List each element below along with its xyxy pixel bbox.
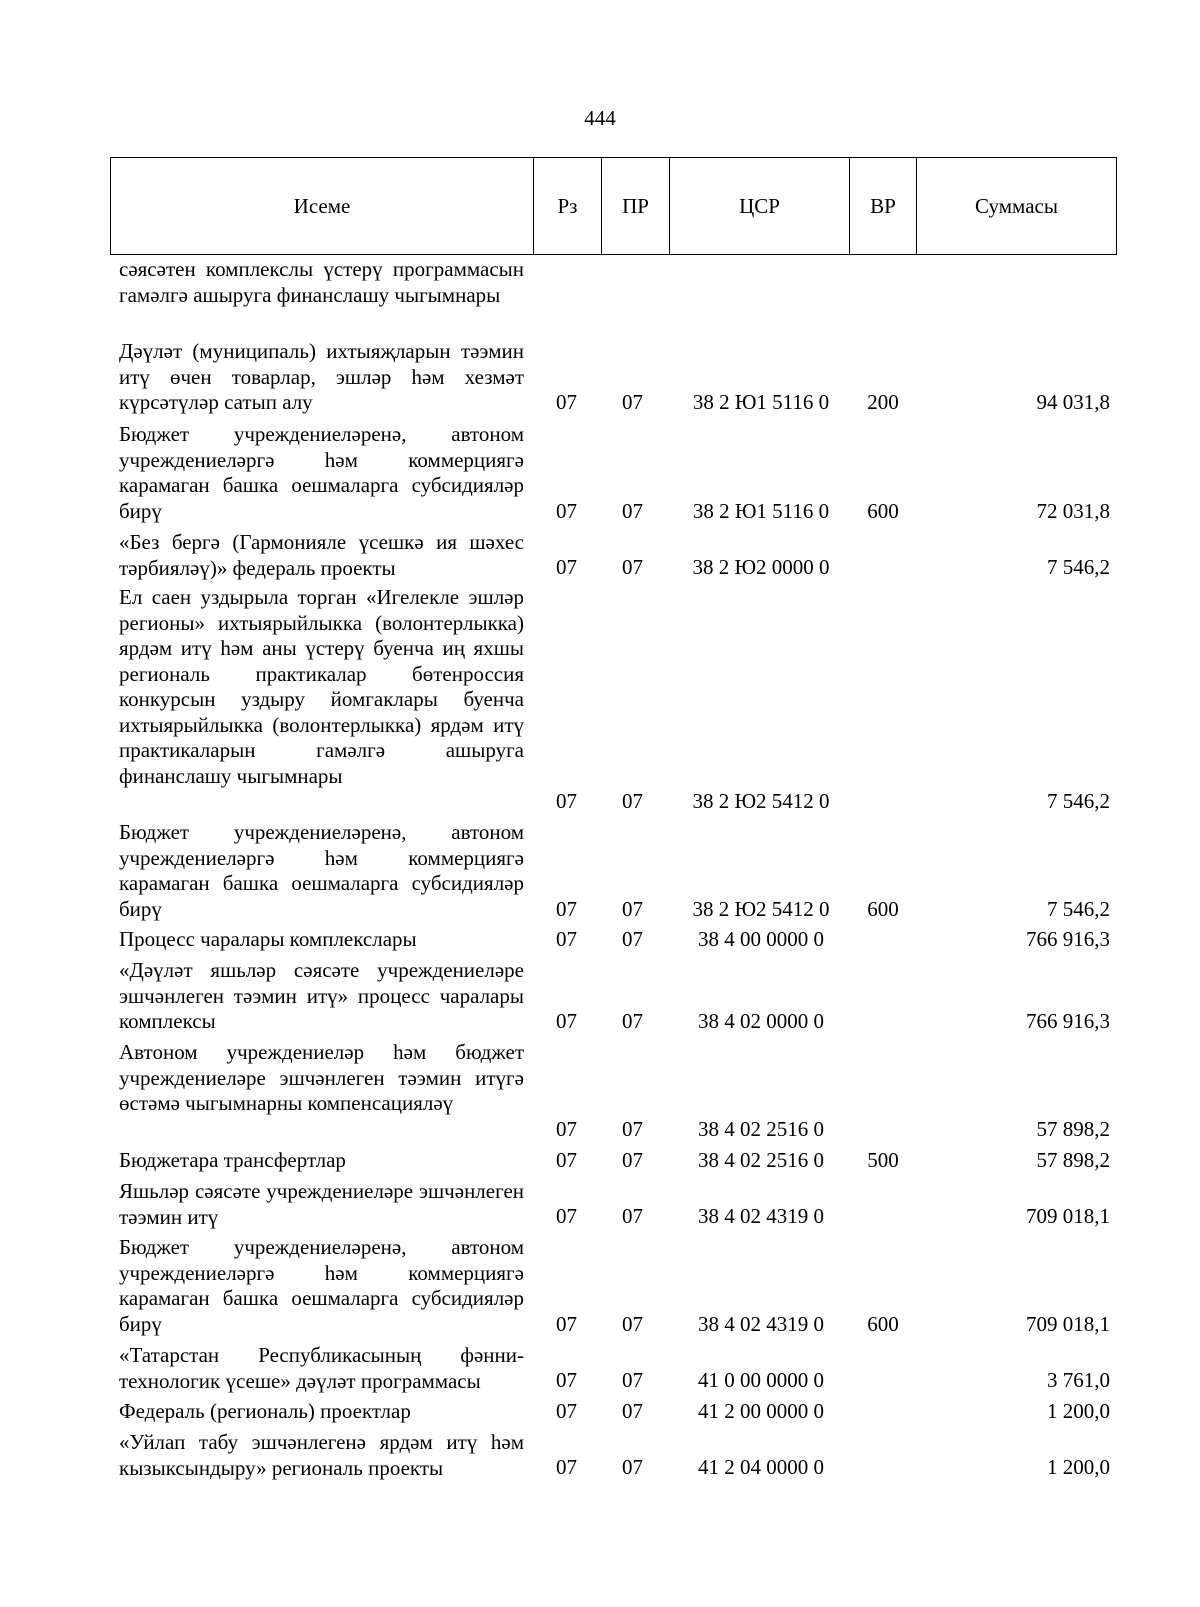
row-name: Яшьләр сәясәте учреждениеләре эшчәнлеген тәэмин итү bbox=[119, 1179, 524, 1229]
row-rz: 07 bbox=[556, 1312, 577, 1336]
header-vr: ВР bbox=[850, 158, 917, 254]
row-csr: 38 4 02 2516 0 bbox=[698, 1148, 824, 1172]
row-csr: 38 4 00 0000 0 bbox=[698, 927, 824, 951]
row-pr: 07 bbox=[622, 1399, 643, 1423]
row-pr: 07 bbox=[622, 499, 643, 523]
row-sum: 7 546,2 bbox=[1047, 897, 1110, 921]
row-csr: 38 2 Ю2 5412 0 bbox=[692, 897, 830, 921]
row-sum: 94 031,8 bbox=[1036, 390, 1110, 414]
row-name: Процесс чаралары комплекслары bbox=[119, 927, 417, 951]
row-csr: 38 4 02 2516 0 bbox=[698, 1117, 824, 1141]
row-csr: 41 0 00 0000 0 bbox=[698, 1368, 824, 1392]
row-pr: 07 bbox=[622, 927, 643, 951]
row-pr: 07 bbox=[622, 897, 643, 921]
row-rz: 07 bbox=[556, 1368, 577, 1392]
row-vr: 500 bbox=[867, 1148, 899, 1172]
row-sum: 766 916,3 bbox=[1026, 1009, 1110, 1033]
header-csr: ЦСР bbox=[670, 158, 850, 254]
row-sum: 7 546,2 bbox=[1047, 555, 1110, 579]
row-vr: 600 bbox=[867, 1312, 899, 1336]
row-rz: 07 bbox=[556, 1009, 577, 1033]
page-number: 444 bbox=[584, 106, 616, 130]
row-csr: 41 2 04 0000 0 bbox=[698, 1455, 824, 1479]
row-vr: 200 bbox=[867, 390, 899, 414]
row-name: Бюджетара трансфертлар bbox=[119, 1148, 346, 1172]
row-rz: 07 bbox=[556, 897, 577, 921]
row-pr: 07 bbox=[622, 555, 643, 579]
row-name: Федераль (региональ) проектлар bbox=[119, 1399, 411, 1423]
row-sum: 1 200,0 bbox=[1047, 1399, 1110, 1423]
row-pr: 07 bbox=[622, 1204, 643, 1228]
row-rz: 07 bbox=[556, 927, 577, 951]
row-name: Ел саен уздырыла торган «Игелекле эшләр регионы» ихтыярыйлыкка (волонтерлыкка) ярдәм итү һәм аны үстерү буенча иң яхшы региональ практикалар бөтенроссия конкурсын уздыру йомгаклары буенча ихтыярыйлыкка (волонтерлыкка) ярдәм итү практикаларын гамәлгә ашыруга финанслашу чыгымнары bbox=[119, 585, 524, 788]
row-pr: 07 bbox=[622, 1009, 643, 1033]
row-vr: 600 bbox=[867, 897, 899, 921]
row-csr: 38 4 02 4319 0 bbox=[698, 1204, 824, 1228]
row-rz: 07 bbox=[556, 390, 577, 414]
row-sum: 709 018,1 bbox=[1026, 1204, 1110, 1228]
row-name: «Без бергә (Гармонияле үсешкә ия шәхес тәрбияләү)» федераль проекты bbox=[119, 530, 524, 580]
row-sum: 709 018,1 bbox=[1026, 1312, 1110, 1336]
row-csr: 41 2 00 0000 0 bbox=[698, 1399, 824, 1423]
row-rz: 07 bbox=[556, 1204, 577, 1228]
row-sum: 72 031,8 bbox=[1036, 499, 1110, 523]
row-csr: 38 2 Ю1 5116 0 bbox=[692, 390, 830, 414]
header-pr: ПР bbox=[602, 158, 670, 254]
row-name: «Татарстан Республикасының фәнни-технологик үсеше» дәүләт программасы bbox=[119, 1343, 524, 1393]
row-pr: 07 bbox=[622, 1455, 643, 1479]
row-name: «Уйлап табу эшчәнлегенә ярдәм итү һәм кызыксындыру» региональ проекты bbox=[119, 1430, 524, 1480]
row-name: Бюджет учреждениеләренә, автоном учреждениеләргә һәм коммерциягә карамаган башка оешмаларга субсидияләр бирү bbox=[119, 422, 524, 523]
row-sum: 3 761,0 bbox=[1047, 1368, 1110, 1392]
row-name: Дәүләт (муниципаль) ихтыяҗларын тәэмин итү өчен товарлар, эшләр һәм хезмәт күрсәтүләр сатып алу bbox=[119, 339, 524, 414]
row-csr: 38 4 02 4319 0 bbox=[698, 1312, 824, 1336]
row-pr: 07 bbox=[622, 1368, 643, 1392]
row-sum: 57 898,2 bbox=[1036, 1148, 1110, 1172]
header-sum: Суммасы bbox=[975, 193, 1058, 218]
header-rz: Рз bbox=[534, 158, 602, 254]
row-rz: 07 bbox=[556, 1117, 577, 1141]
row-csr: 38 4 02 0000 0 bbox=[698, 1009, 824, 1033]
row-rz: 07 bbox=[556, 555, 577, 579]
row-sum: 57 898,2 bbox=[1036, 1117, 1110, 1141]
row-name: сәясәтен комплекслы үстерү программасын гамәлгә ашыруга финанслашу чыгымнары bbox=[119, 257, 524, 307]
row-name: Автоном учреждениеләр һәм бюджет учреждениеләре эшчәнлеген тәэмин итүгә өстәмә чыгымнарны компенсацияләү bbox=[119, 1040, 524, 1115]
row-pr: 07 bbox=[622, 1148, 643, 1172]
row-pr: 07 bbox=[622, 1117, 643, 1141]
row-csr: 38 2 Ю2 0000 0 bbox=[692, 555, 830, 579]
row-name: «Дәүләт яшьләр сәясәте учреждениеләре эшчәнлеген тәэмин итү» процесс чаралары комплексы bbox=[119, 958, 524, 1033]
row-rz: 07 bbox=[556, 499, 577, 523]
row-sum: 766 916,3 bbox=[1026, 927, 1110, 951]
row-vr: 600 bbox=[867, 499, 899, 523]
row-sum: 7 546,2 bbox=[1047, 789, 1110, 813]
row-name: Бюджет учреждениеләренә, автоном учреждениеләргә һәм коммерциягә карамаган башка оешмаларга субсидияләр бирү bbox=[119, 820, 524, 921]
row-csr: 38 2 Ю1 5116 0 bbox=[692, 499, 830, 523]
header-name: Исеме bbox=[111, 158, 534, 254]
row-name: Бюджет учреждениеләренә, автоном учреждениеләргә һәм коммерциягә карамаган башка оешмаларга субсидияләр бирү bbox=[119, 1235, 524, 1336]
row-rz: 07 bbox=[556, 1399, 577, 1423]
row-pr: 07 bbox=[622, 390, 643, 414]
row-rz: 07 bbox=[556, 1455, 577, 1479]
row-rz: 07 bbox=[556, 1148, 577, 1172]
row-rz: 07 bbox=[556, 789, 577, 813]
table-header bbox=[110, 157, 1117, 255]
row-csr: 38 2 Ю2 5412 0 bbox=[692, 789, 830, 813]
row-pr: 07 bbox=[622, 1312, 643, 1336]
row-pr: 07 bbox=[622, 789, 643, 813]
row-sum: 1 200,0 bbox=[1047, 1455, 1110, 1479]
